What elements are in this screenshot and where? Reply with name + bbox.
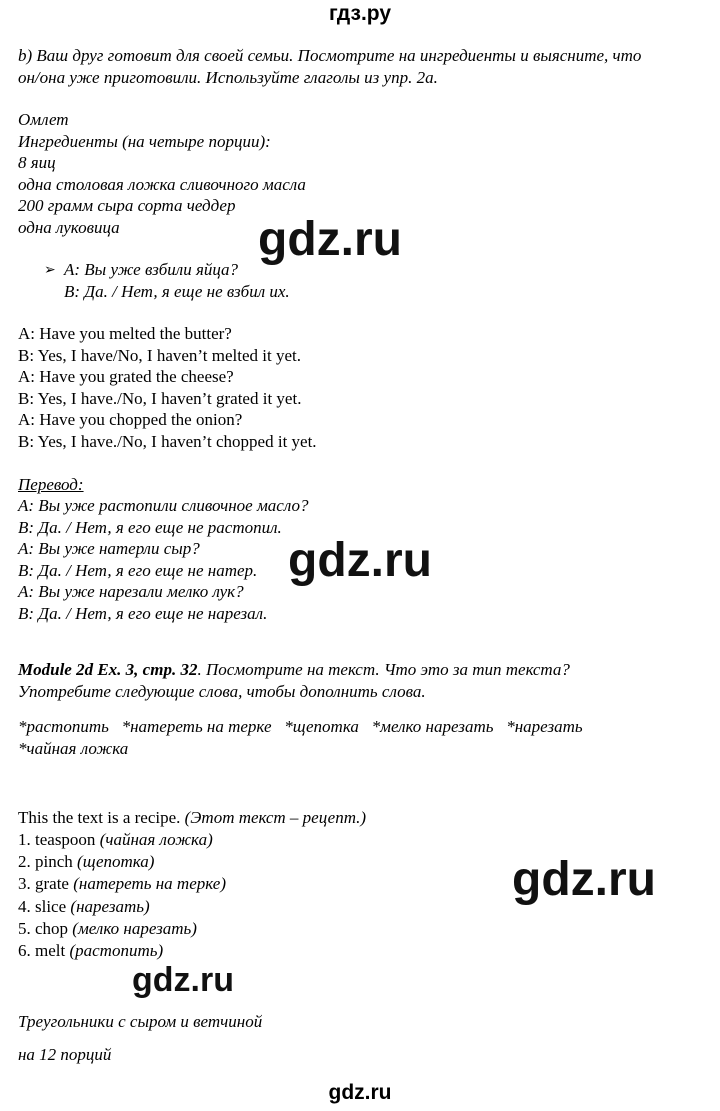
answer-en: slice [35,897,71,916]
ingredient-item: одна столовая ложка сливочного масла [18,175,306,194]
answer-ru: (щепотка) [77,852,155,871]
answer-item [18,919,197,939]
answer-ru: (мелко нарезать) [72,919,197,938]
answer-en: grate [35,874,74,893]
answer-en: pinch [35,852,78,871]
translation-line: B: Да. / Нет, я его еще не растопил. [18,518,282,537]
answer-num: 2. [18,852,35,871]
ingredient-item: 200 грамм сыра сорта чеддер [18,196,236,215]
word-bank-line-2: *чайная ложка [18,739,129,758]
answer-en: chop [35,919,73,938]
module-line-2: Употребите следующие слова, чтобы дополнить слова. [18,682,426,701]
translation-line: B: Да. / Нет, я его еще не натер. [18,561,258,580]
dialogue-line: B: Yes, I have./No, I haven’t chopped it yet. [18,432,317,451]
ingredient-item: одна луковица [18,218,120,237]
site-header: гдз.ру [328,2,392,25]
answer-num: 6. [18,941,35,960]
answer-intro [18,808,366,828]
answer-en: melt [35,941,70,960]
task-b-line-2: он/она уже приготовили. Используйте глаголы из упр. 2а. [18,68,438,87]
arrow-bullet-icon: ➢ [44,262,56,278]
answer-ru: (чайная ложка) [99,830,213,849]
answer-item [18,897,150,917]
watermark: gdz.ru [288,534,432,587]
translation-header: Перевод: [18,475,84,494]
answer-en: teaspoon [35,830,100,849]
translation-line: B: Да. / Нет, я его еще не нарезал. [18,604,268,623]
answer-intro-ru: (Этот текст – рецепт.) [184,808,367,827]
recipe2-servings: на 12 порций [18,1045,112,1064]
watermark: gdz.ru [258,213,402,266]
translation-line: A: Вы уже натерли сыр? [18,539,200,558]
answer-ru: (растопить) [69,941,164,960]
example-line-2: B: Да. / Нет, я еще не взбил их. [64,282,290,301]
example-line-1: A: Вы уже взбили яйца? [64,260,239,279]
ingredients-header: Ингредиенты (на четыре порции): [18,132,271,151]
task-b-line-1: b) Ваш друг готовит для своей семьи. Посмотрите на ингредиенты и выясните, что [18,46,642,65]
dialogue-line: B: Yes, I have./No, I haven’t grated it yet. [18,389,302,408]
answer-item [18,941,163,961]
module-reference: Module 2d Ex. 3, стр. 32 [18,660,198,679]
module-instruction: . Посмотрите на текст. Что это за тип текста? [197,660,570,679]
answer-item [18,830,213,850]
recipe2-title: Треугольники с сыром и ветчиной [18,1012,263,1031]
answer-num: 1. [18,830,35,849]
dialogue-line: A: Have you chopped the onion? [18,410,243,429]
module-heading [18,660,570,680]
watermark: gdz.ru [512,853,656,906]
site-footer: gdz.ru [328,1081,392,1104]
answer-ru: (натереть на терке) [73,874,226,893]
recipe-title: Омлет [18,110,69,129]
answer-intro-en: This the text is a recipe. [18,808,185,827]
ingredient-item: 8 яиц [18,153,56,172]
watermark: gdz.ru [132,961,234,999]
translation-line: A: Вы уже нарезали мелко лук? [18,582,244,601]
word-bank-line-1: *растопить *натереть на терке *щепотка *мелко нарезать *нарезать [18,717,583,736]
answer-num: 3. [18,874,35,893]
answer-num: 4. [18,897,35,916]
answer-ru: (нарезать) [70,897,150,916]
dialogue-line: A: Have you melted the butter? [18,324,232,343]
answer-item [18,874,226,894]
answer-item [18,852,154,872]
answer-num: 5. [18,919,35,938]
dialogue-line: A: Have you grated the cheese? [18,367,234,386]
dialogue-line: B: Yes, I have/No, I haven’t melted it yet. [18,346,301,365]
translation-line: A: Вы уже растопили сливочное масло? [18,496,309,515]
